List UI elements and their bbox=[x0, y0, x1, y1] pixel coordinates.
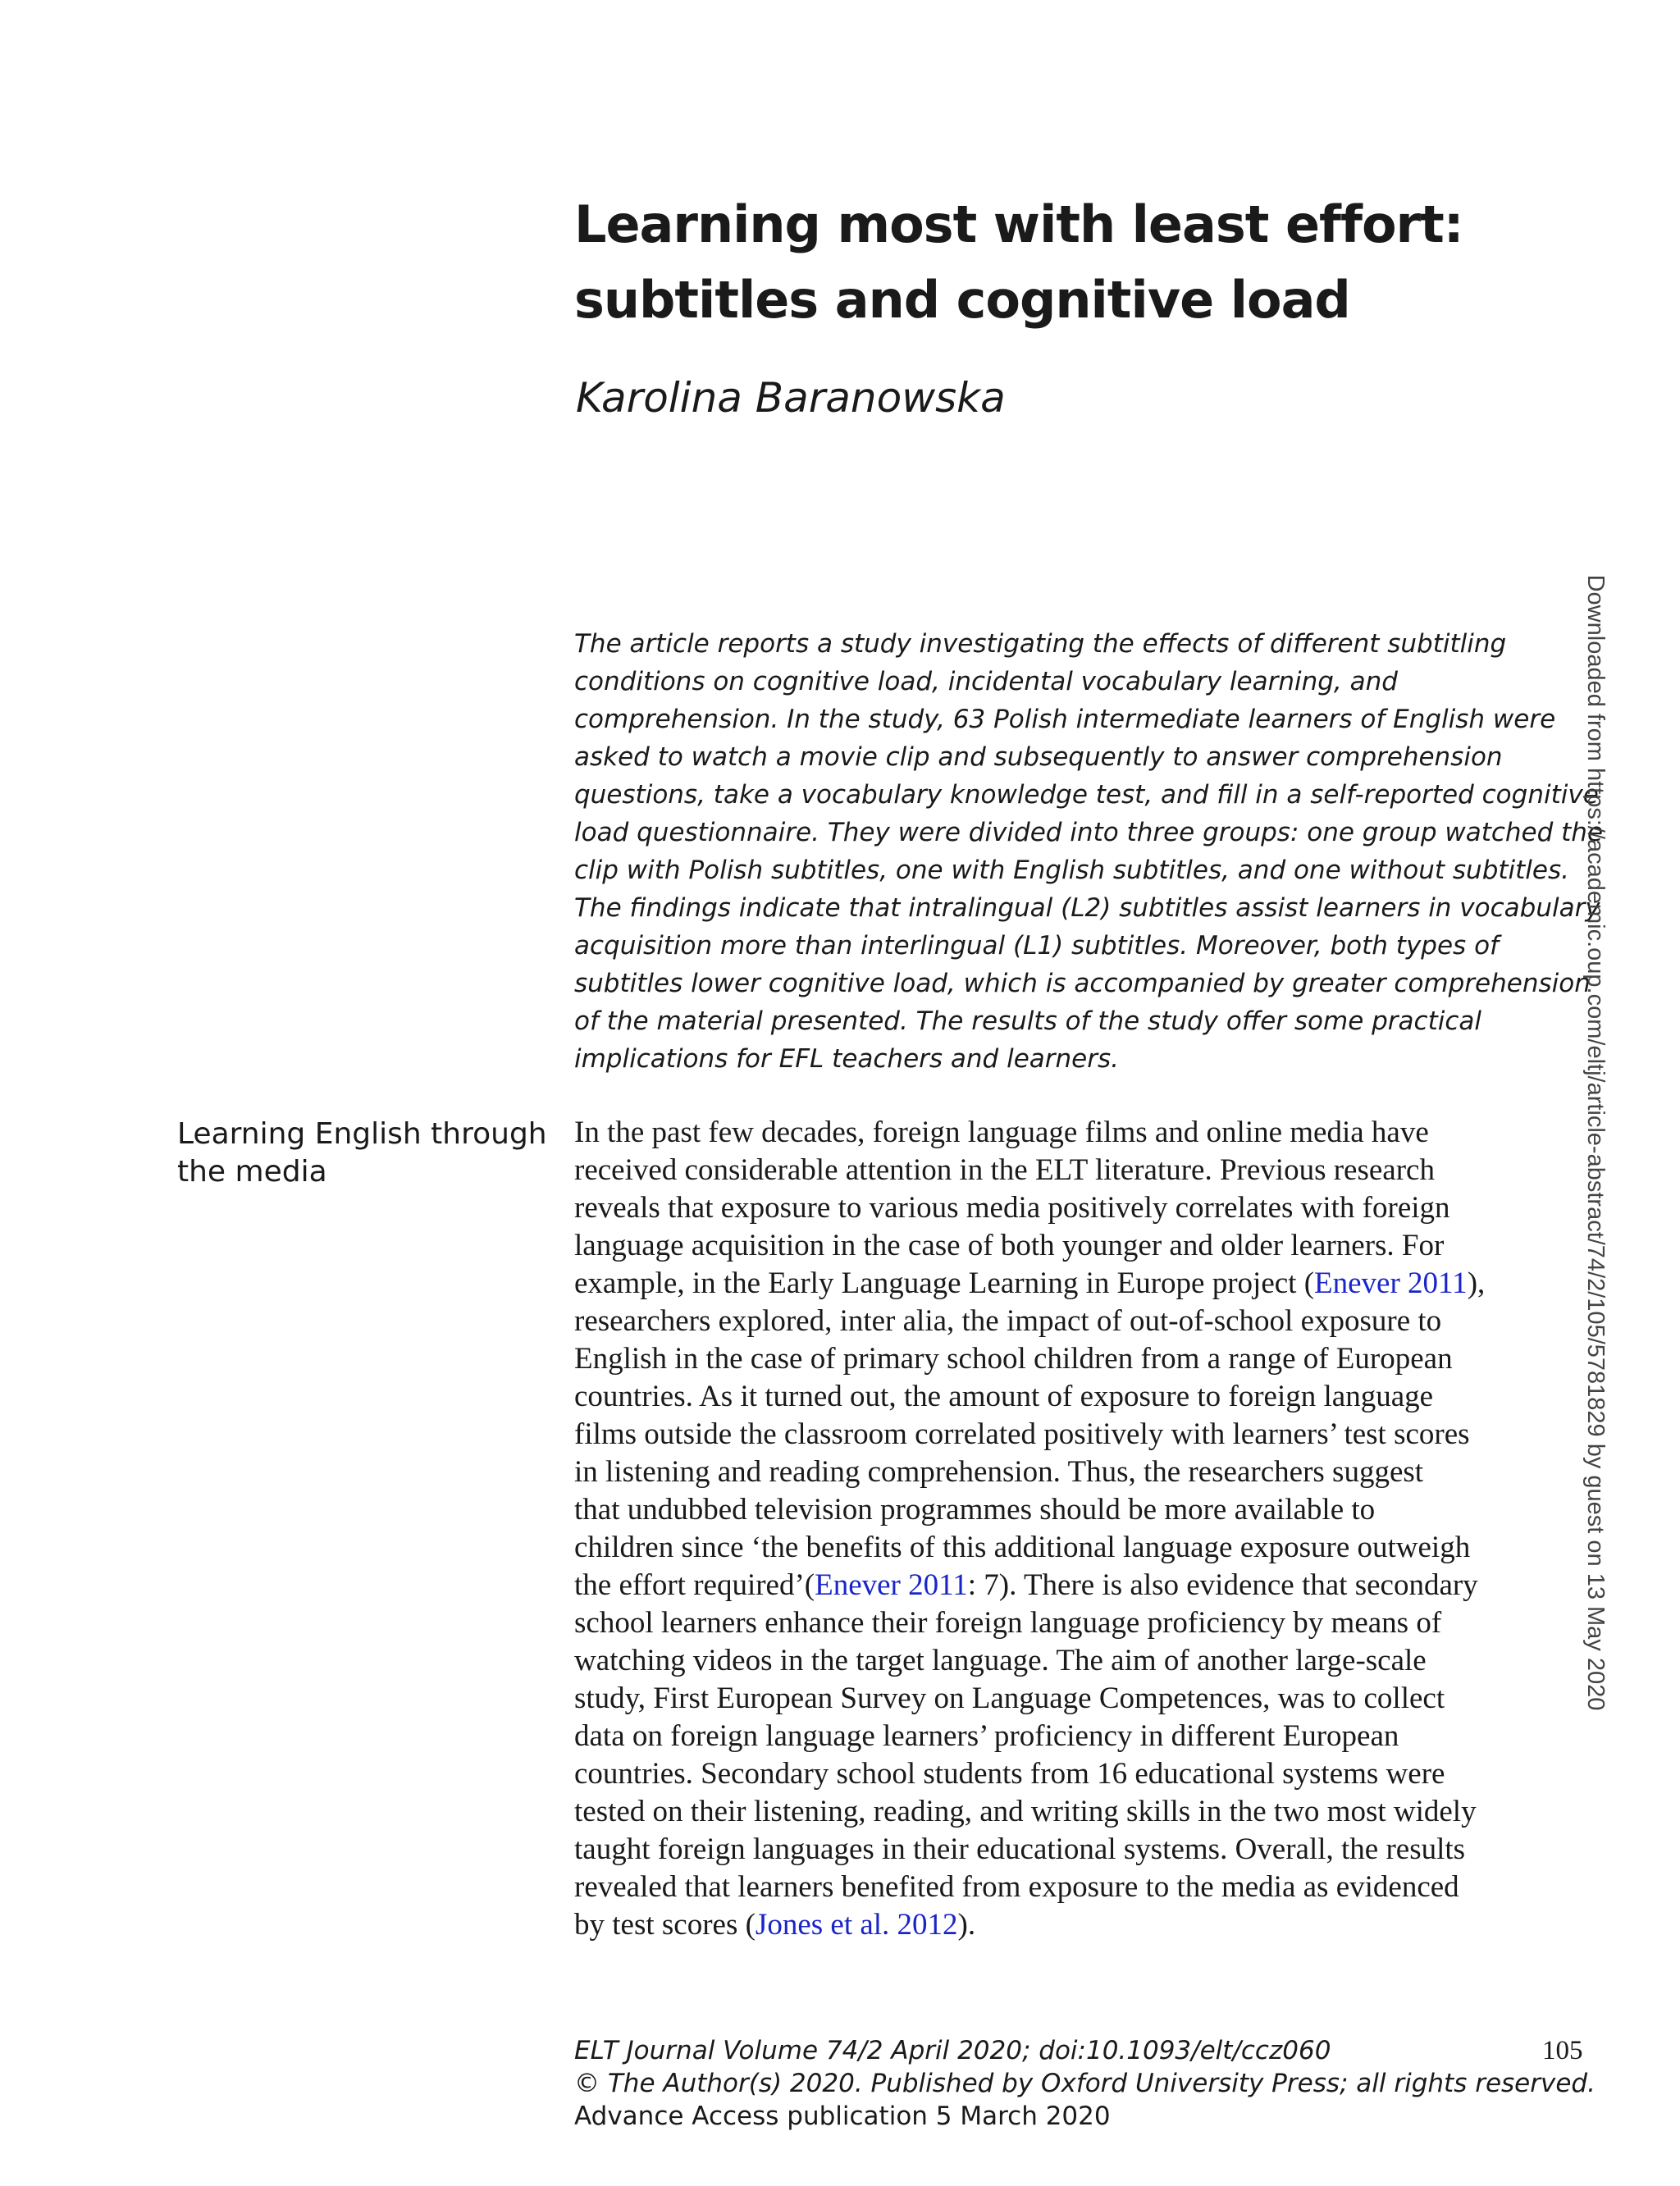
body-line: English in the case of primary school children from a range of European bbox=[574, 1342, 1453, 1376]
body-line: data on foreign language learners’ proficiency in different European bbox=[574, 1719, 1399, 1753]
body-line: received considerable attention in the ELT literature. Previous research bbox=[574, 1153, 1435, 1187]
body-line bbox=[574, 1906, 1608, 1944]
body-line: tested on their listening, reading, and writing skills in the two most widely bbox=[574, 1795, 1477, 1828]
body-line bbox=[574, 1567, 1608, 1604]
article-title-line: Learning most with least effort: bbox=[574, 194, 1463, 254]
body-text-segment: ), bbox=[1467, 1266, 1486, 1300]
body-line: study, First European Survey on Language Competences, was to collect bbox=[574, 1682, 1445, 1715]
body-line: taught foreign languages in their educational systems. Overall, the results bbox=[574, 1832, 1466, 1866]
abstract-line: subtitles lower cognitive load, which is accompanied by greater comprehension bbox=[574, 969, 1591, 998]
journal-citation: ELT Journal Volume 74/2 April 2020; doi:10.1093/elt/ccz060 bbox=[574, 2036, 1331, 2065]
advance-access-note: Advance Access publication 5 March 2020 bbox=[574, 2102, 1111, 2131]
abstract-line: conditions on cognitive load, incidental vocabulary learning, and bbox=[574, 667, 1398, 696]
abstract-line: of the material presented. The results of the study offer some practical bbox=[574, 1006, 1482, 1036]
section-heading-line: Learning English through bbox=[177, 1117, 547, 1151]
citation-link-enever-2011[interactable]: Enever 2011 bbox=[1314, 1266, 1468, 1300]
page-footer bbox=[574, 2034, 1596, 2133]
abstract-line: clip with Polish subtitles, one with English subtitles, and one without subtitles. bbox=[574, 856, 1569, 885]
body-text-segment: the effort required’( bbox=[574, 1568, 815, 1602]
body-line: children since ‘the benefits of this additional language exposure outweigh bbox=[574, 1531, 1471, 1564]
abstract-line: The article reports a study investigating the effects of different subtitling bbox=[574, 629, 1507, 659]
abstract-line: asked to watch a movie clip and subsequently to answer comprehension bbox=[574, 742, 1503, 772]
abstract-line: load questionnaire. They were divided into three groups: one group watched the bbox=[574, 818, 1604, 847]
body-line: in listening and reading comprehension. Thus, the researchers suggest bbox=[574, 1455, 1424, 1489]
abstract-line: The findings indicate that intralingual (L2) subtitles assist learners in vocabulary bbox=[574, 893, 1600, 923]
body-line: researchers explored, inter alia, the impact of out-of-school exposure to bbox=[574, 1304, 1442, 1338]
body-text-segment: example, in the Early Language Learning in Europe project ( bbox=[574, 1266, 1315, 1300]
body-line bbox=[574, 1265, 1608, 1303]
abstract-line: implications for EFL teachers and learners. bbox=[574, 1044, 1119, 1074]
body-text-segment: ). bbox=[957, 1908, 976, 1942]
copyright-notice: © The Author(s) 2020. Published by Oxford University Press; all rights reserved. bbox=[574, 2069, 1596, 2098]
page-number: 105 bbox=[1542, 2036, 1583, 2065]
body-line: that undubbed television programmes should be more available to bbox=[574, 1493, 1376, 1527]
section-heading-line: the media bbox=[177, 1155, 327, 1189]
abstract-line: questions, take a vocabulary knowledge test, and fill in a self-reported cognitive bbox=[574, 780, 1599, 810]
abstract-line: comprehension. In the study, 63 Polish intermediate learners of English were bbox=[574, 705, 1556, 734]
citation-link-jones-2012[interactable]: Jones et al. 2012 bbox=[755, 1908, 958, 1942]
body-line: countries. As it turned out, the amount of exposure to foreign language bbox=[574, 1380, 1434, 1413]
body-line: countries. Secondary school students from 16 educational systems were bbox=[574, 1757, 1445, 1791]
body-line: revealed that learners benefited from exposure to the media as evidenced bbox=[574, 1870, 1459, 1904]
download-watermark: Downloaded from https://academic.oup.com/eltj/article-abstract/74/2/105/5781829 by guest on 13 May 2020 bbox=[1582, 574, 1609, 1711]
section-heading bbox=[177, 1116, 563, 1191]
author-name: Karolina Baranowska bbox=[576, 374, 1006, 422]
abstract-line: acquisition more than interlingual (L1) subtitles. Moreover, both types of bbox=[574, 931, 1499, 961]
body-text-segment: : 7). There is also evidence that secondary bbox=[967, 1568, 1478, 1602]
body-paragraph bbox=[574, 1114, 1608, 1944]
body-line: films outside the classroom correlated positively with learners’ test scores bbox=[574, 1417, 1470, 1451]
body-line: language acquisition in the case of both younger and older learners. For bbox=[574, 1229, 1445, 1262]
abstract bbox=[574, 625, 1608, 1078]
body-line: reveals that exposure to various media positively correlates with foreign bbox=[574, 1191, 1450, 1225]
body-line: school learners enhance their foreign language proficiency by means of bbox=[574, 1606, 1442, 1640]
body-line: In the past few decades, foreign language films and online media have bbox=[574, 1116, 1429, 1149]
article-title-line: subtitles and cognitive load bbox=[574, 270, 1350, 330]
citation-link-enever-2011[interactable]: Enever 2011 bbox=[815, 1568, 968, 1602]
article-title bbox=[574, 187, 1542, 338]
body-line: watching videos in the target language. The aim of another large-scale bbox=[574, 1644, 1427, 1677]
body-text-segment: by test scores ( bbox=[574, 1908, 756, 1942]
